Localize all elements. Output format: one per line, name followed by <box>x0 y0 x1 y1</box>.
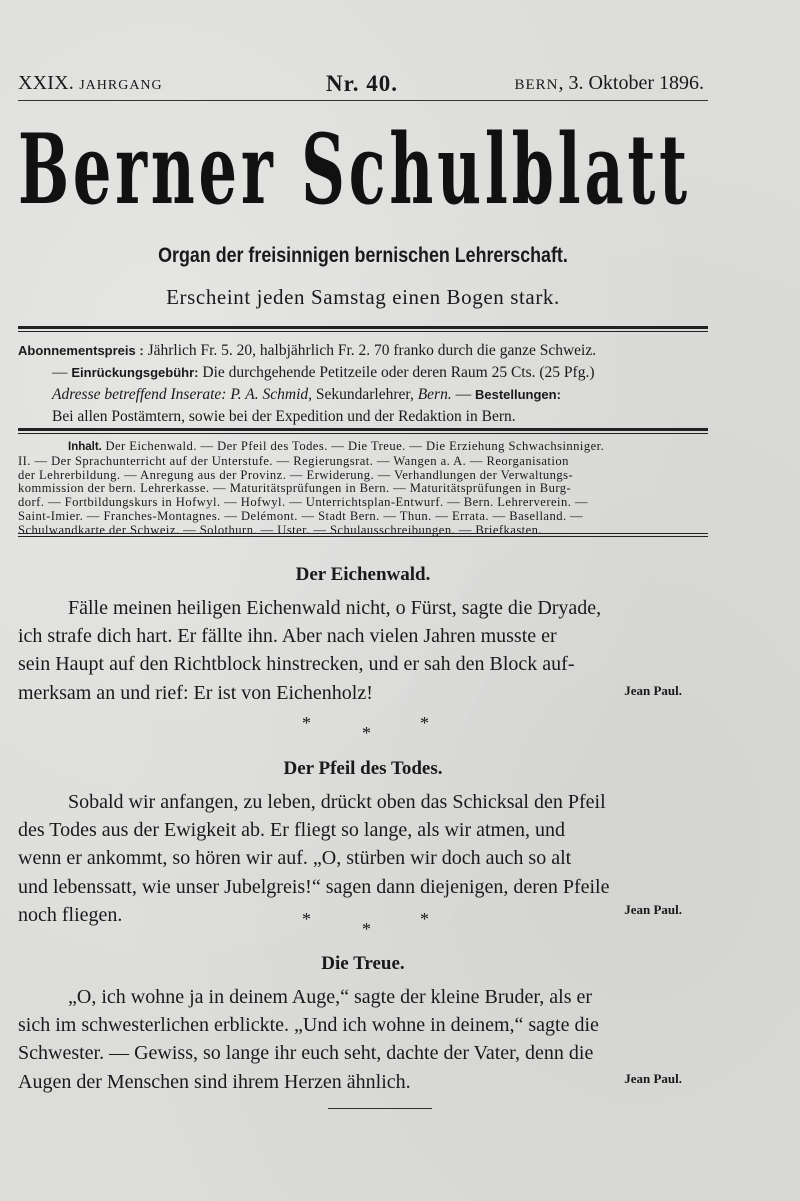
text-line: ich strafe dich hart. Er fällte ihn. Aber nach vielen Jahren musste er <box>18 625 557 648</box>
star-icon: * <box>302 713 311 733</box>
contents-line <box>18 440 708 455</box>
star-icon: * <box>420 909 429 929</box>
contents-label: Inhalt. <box>68 441 102 453</box>
text-line: merksam an und rief: Er ist von Eichenholz! <box>18 681 373 704</box>
issue-number: Nr. 40. <box>326 71 398 96</box>
issue-date <box>514 72 704 95</box>
abo-label: Abonnementspreis : <box>18 343 144 358</box>
text-line: wenn er ankommt, so hören wir auf. „O, stürben wir doch auch so alt <box>18 847 572 870</box>
text-line: Schwester. — Gewiss, so lange ihr euch seht, dachte der Vater, denn die <box>18 1042 594 1065</box>
text-line: Augen der Menschen sind ihrem Herzen ähnlich. <box>18 1070 411 1093</box>
contents-text: Der Eichenwald. — Der Pfeil des Todes. — Die Treue. — Die Erziehung Schwachsinniger. <box>101 439 605 453</box>
double-rule <box>18 428 708 434</box>
article-body <box>18 788 708 929</box>
double-rule <box>18 326 708 332</box>
contents-line: II. — Der Sprachunterricht auf der Unterstufe. — Regierungsrat. — Wangen a. A. — Reorganisation <box>18 453 569 468</box>
author-signature: Jean Paul. <box>624 683 682 698</box>
author-signature: Jean Paul. <box>624 1071 682 1086</box>
contents-line: der Lehrerbildung. — Anregung aus der Provinz. — Erwiderung. — Verhandlungen der Verwaltungs- <box>18 467 574 482</box>
masthead-title: Berner Schulblatt <box>18 113 691 226</box>
dash: — <box>451 386 475 403</box>
end-rule <box>328 1108 432 1109</box>
table-of-contents <box>18 440 708 538</box>
contents-line: Saint-Imier. — Franches-Montagnes. — Delémont. — Stadt Bern. — Thun. — Errata. — Baselland. — <box>18 508 584 523</box>
star-icon: * <box>362 919 371 939</box>
dash: — <box>52 364 72 381</box>
star-icon: * <box>302 909 311 929</box>
text-line: und lebenssatt, wie unser Jubelgreis!“ sagen dann diejenigen, deren Pfeile <box>18 875 610 898</box>
star-separator <box>18 713 708 743</box>
volume-label: JAHRGANG <box>79 78 163 93</box>
orders-line: Bei allen Postämtern, sowie bei der Expedition und der Redaktion in Bern. <box>52 408 516 425</box>
place: BERN <box>514 77 559 93</box>
text-line: noch fliegen. <box>18 903 123 926</box>
masthead-subtitle: Organ der freisinnigen bernischen Lehrerschaft. <box>158 244 568 267</box>
contents-line: kommission der bern. Lehrerkasse. — Maturitätsprüfungen in Bern. — Maturitätsprüfungen in Burg- <box>18 481 572 496</box>
insertion-fee-line <box>18 362 708 384</box>
date-text: , 3. Oktober 1896. <box>558 72 704 94</box>
rule <box>18 100 708 101</box>
double-rule <box>18 533 708 537</box>
text-line: Fälle meinen heiligen Eichenwald nicht, o Fürst, sagte die Dryade, <box>68 597 602 619</box>
author-signature: Jean Paul. <box>624 902 682 917</box>
subscription-line <box>18 340 708 362</box>
orders-label: Bestellungen: <box>474 387 561 402</box>
star-icon: * <box>420 713 429 733</box>
article-title: Die Treue. <box>321 953 405 974</box>
subscription-info <box>18 340 708 428</box>
star-separator <box>18 909 708 939</box>
address-role: Sekundarlehrer, <box>312 386 418 403</box>
star-icon: * <box>362 723 371 743</box>
masthead-frequency: Erscheint jeden Samstag einen Bogen stark. <box>166 285 560 309</box>
einr-text: Die durchgehende Petitzeile oder deren Raum 25 Cts. (25 Pfg.) <box>198 364 595 381</box>
contents-line: dorf. — Fortbildungskurs in Hofwyl. — Hofwyl. — Unterrichtsplan-Entwurf. — Bern. Lehrerverein. — <box>18 495 588 510</box>
address-label: Adresse betreffend Inserate: P. A. Schmid, <box>52 386 313 403</box>
text-line: „O, ich wohne ja in deinem Auge,“ sagte der kleine Bruder, als er <box>68 986 593 1008</box>
einr-label: Einrückungsgebühr: <box>71 365 199 380</box>
text-line: des Todes aus der Ewigkeit ab. Er fliegt so lange, als wir atmen, und <box>18 819 565 842</box>
article-body <box>18 983 708 1096</box>
volume <box>18 72 163 95</box>
address-city: Bern. <box>417 386 452 403</box>
volume-number: XXIX. <box>18 72 74 94</box>
contents-line: Schulwandkarte der Schweiz. — Solothurn. — Uster. — Schulausschreibungen. — Briefkasten. <box>18 522 543 537</box>
address-line <box>18 384 708 406</box>
masthead-topline <box>18 72 708 98</box>
text-line: sein Haupt auf den Richtblock hinstrecken, und er sah den Block auf- <box>18 653 575 676</box>
article-title: Der Pfeil des Todes. <box>283 758 443 779</box>
text-line: sich im schwesterlichen erblickte. „Und ich wohne in deinem,“ sagte die <box>18 1014 599 1037</box>
text-line: Sobald wir anfangen, zu leben, drückt oben das Schicksal den Pfeil <box>68 791 606 813</box>
article-body <box>18 594 708 707</box>
article-title: Der Eichenwald. <box>295 564 431 585</box>
abo-text: Jährlich Fr. 5. 20, halbjährlich Fr. 2. 70 franko durch die ganze Schweiz. <box>143 342 597 359</box>
